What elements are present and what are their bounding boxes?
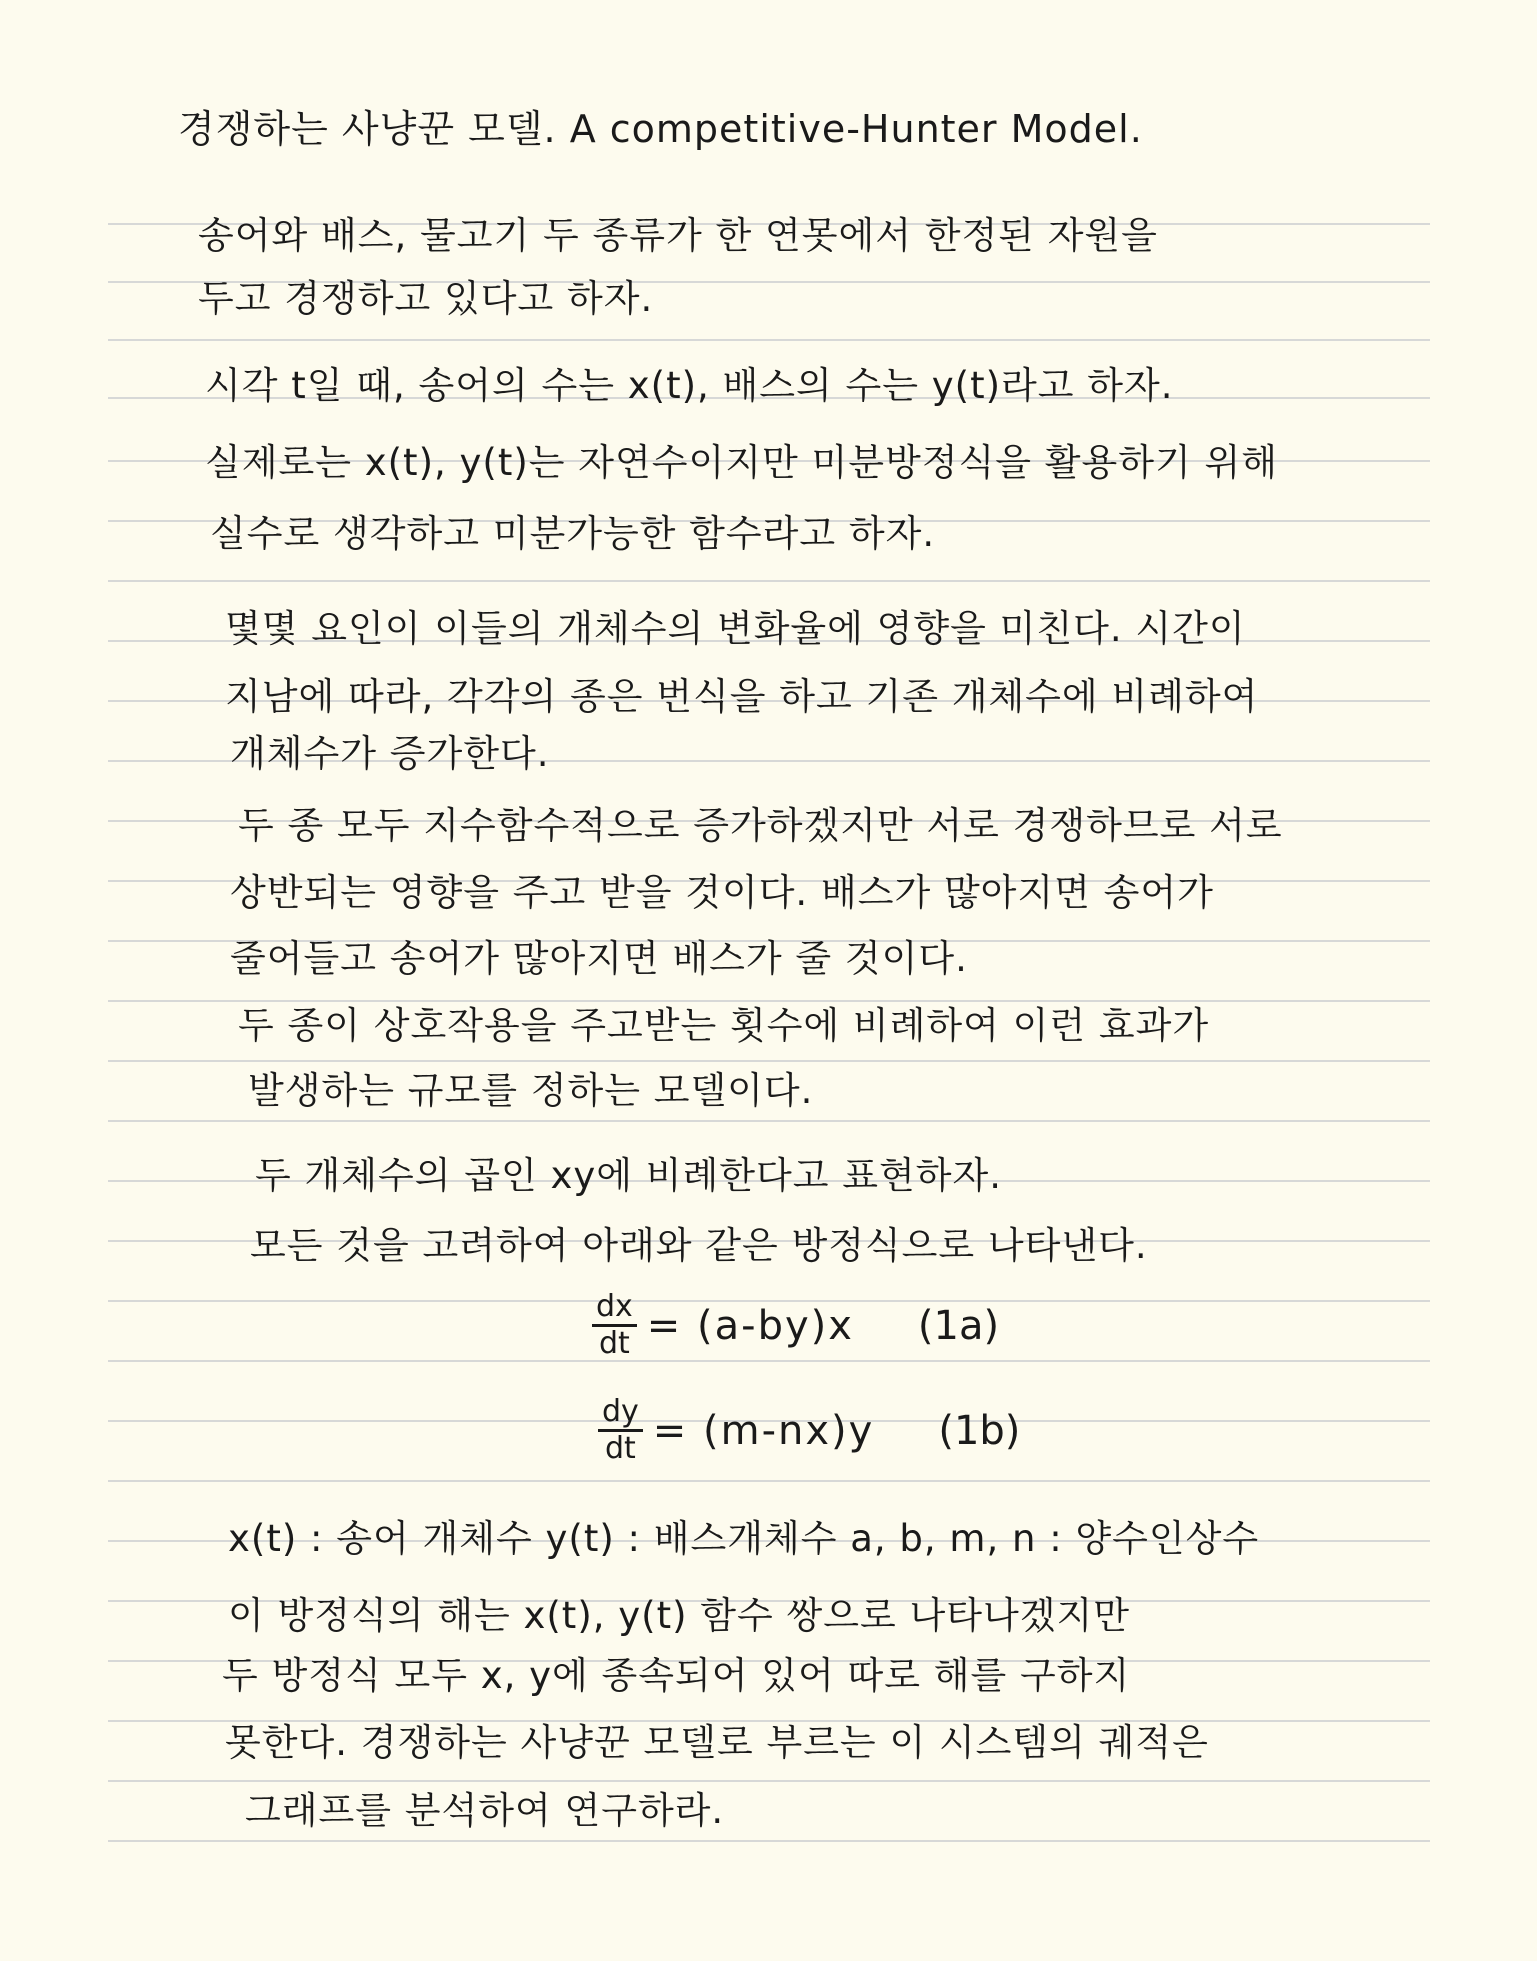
- text-line: 지남에 따라, 각각의 종은 번식을 하고 기존 개체수에 비례하여: [225, 675, 1259, 718]
- text-line: 두 방정식 모두 x, y에 종속되어 있어 따로 해를 구하지: [222, 1654, 1131, 1697]
- fraction-numerator: dx: [592, 1290, 637, 1327]
- text-line: 시각 t일 때, 송어의 수는 x(t), 배스의 수는 y(t)라고 하자.: [205, 364, 1174, 407]
- ruled-line: [108, 1480, 1430, 1482]
- equation-tag: (1b): [938, 1407, 1021, 1454]
- fraction-numerator: dy: [598, 1395, 643, 1432]
- text-line: x(t) : 송어 개체수 y(t) : 배스개체수 a, b, m, n : 양수인상수: [228, 1517, 1260, 1560]
- text-line: 실수로 생각하고 미분가능한 함수라고 하자.: [210, 512, 936, 555]
- text-line: 몇몇 요인이 이들의 개체수의 변화율에 영향을 미친다. 시간이: [225, 607, 1246, 650]
- fraction-denominator: dt: [604, 1431, 636, 1466]
- ruled-line: [108, 1840, 1430, 1842]
- page-title: 경쟁하는 사냥꾼 모델. A competitive-Hunter Model.: [178, 107, 1143, 151]
- text-line: 이 방정식의 해는 x(t), y(t) 함수 쌍으로 나타나겠지만: [228, 1594, 1130, 1637]
- text-line: 송어와 배스, 물고기 두 종류가 한 연못에서 한정된 자원을: [198, 214, 1158, 257]
- text-line: 줄어들고 송어가 많아지면 배스가 줄 것이다.: [230, 937, 968, 980]
- text-line: 그래프를 분석하여 연구하라.: [245, 1789, 725, 1832]
- text-line: 두 개체수의 곱인 xy에 비례한다고 표현하자.: [255, 1154, 1002, 1197]
- text-line: 못한다. 경쟁하는 사냥꾼 모델로 부르는 이 시스템의 궤적은: [225, 1721, 1209, 1764]
- derivative-fraction: [598, 1395, 643, 1466]
- text-line: 모든 것을 고려하여 아래와 같은 방정식으로 나타낸다.: [250, 1224, 1148, 1267]
- text-line: 두고 경쟁하고 있다고 하자.: [198, 277, 654, 320]
- ruled-line: [108, 1120, 1430, 1122]
- ruled-line: [108, 339, 1430, 341]
- derivative-fraction: [592, 1290, 637, 1361]
- text-line: 두 종 모두 지수함수적으로 증가하겠지만 서로 경쟁하므로 서로: [238, 804, 1283, 847]
- equation-1a: [592, 1290, 999, 1361]
- text-line: 두 종이 상호작용을 주고받는 횟수에 비례하여 이런 효과가: [238, 1004, 1210, 1047]
- text-line: 상반되는 영향을 주고 받을 것이다. 배스가 많아지면 송어가: [230, 871, 1214, 914]
- equation-tag: (1a): [917, 1302, 1000, 1349]
- fraction-denominator: dt: [598, 1326, 630, 1361]
- text-line: 발생하는 규모를 정하는 모델이다.: [248, 1069, 814, 1112]
- ruled-line: [108, 580, 1430, 582]
- equation-1b: [598, 1395, 1020, 1466]
- equation-rhs: = (a-by)x: [646, 1302, 854, 1349]
- text-line: 개체수가 증가한다.: [230, 732, 550, 775]
- equation-rhs: = (m-nx)y: [652, 1407, 875, 1454]
- text-line: 실제로는 x(t), y(t)는 자연수이지만 미분방정식을 활용하기 위해: [205, 441, 1278, 484]
